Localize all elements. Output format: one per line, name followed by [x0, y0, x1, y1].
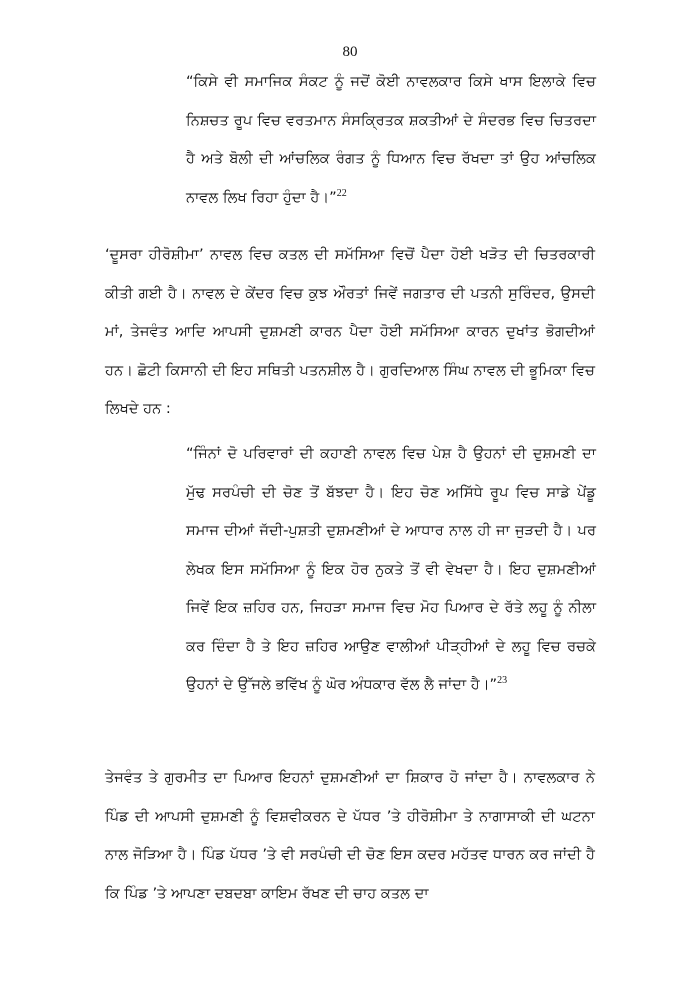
block-quote-2: [186, 435, 596, 705]
footnote-ref-22: 22: [336, 187, 347, 199]
quote-1-text: “ਕਿਸੇ ਵੀ ਸਮਾਜਿਕ ਸੰਕਟ ਨੂੰ ਜਦੋਂ ਕੋਈ ਨਾਵਲਕਾਰ ਕਿਸੇ ਖਾਸ ਇਲਾਕੇ ਵਿਚ ਨਿਸ਼ਚਤ ਰੂਪ ਵਿਚ ਵਰਤਮਾਨ ਸੰਸਕ੍ਰਿਤਕ ਸ਼ਕਤੀਆਂ ਦੇ ਸੰਦਰਭ ਵਿਚ ਚਿਤਰਦਾ ਹੈ ਅਤੇ ਬੋਲੀ ਦੀ ਆਂਚਲਿਕ ਰੰਗਤ ਨੂੰ ਧਿਆਨ ਵਿਚ ਰੱਖਦਾ ਤਾਂ ਉਹ ਆਂਚਲਿਕ ਨਾਵਲ ਲਿਖ ਰਿਹਾ ਹੁੰਦਾ ਹੈ।”: [186, 73, 596, 206]
body-paragraph-1: ‘ਦੂਸਰਾ ਹੀਰੋਸ਼ੀਮਾ’ ਨਾਵਲ ਵਿਚ ਕਤਲ ਦੀ ਸਮੱਸਿਆ ਵਿਚੋਂ ਪੈਦਾ ਹੋਈ ਖੜੋਤ ਦੀ ਚਿਤਰਕਾਰੀ ਕੀਤੀ ਗਈ ਹੈ। ਨਾਵਲ ਦੇ ਕੇਂਦਰ ਵਿਚ ਕੁਝ ਔਰਤਾਂ ਜਿਵੇਂ ਜਗਤਾਰ ਦੀ ਪਤਨੀ ਸੁਰਿੰਦਰ, ਉਸਦੀ ਮਾਂ, ਤੇਜਵੰਤ ਆਦਿ ਆਪਸੀ ਦੁਸ਼ਮਣੀ ਕਾਰਨ ਪੈਦਾ ਹੋਈ ਸਮੱਸਿਆ ਕਾਰਨ ਦੁਖਾਂਤ ਭੋਗਦੀਆਂ ਹਨ। ਛੋਟੀ ਕਿਸਾਨੀ ਦੀ ਇਹ ਸਥਿਤੀ ਪਤਨਸ਼ੀਲ ਹੈ। ਗੁਰਦਿਆਲ ਸਿੰਘ ਨਾਵਲ ਦੀ ਭੂਮਿਕਾ ਵਿਚ ਲਿਖਦੇ ਹਨ :: [105, 246, 595, 417]
footnote-ref-23: 23: [497, 675, 508, 687]
quote-2-text: “ਜਿੰਨਾਂ ਦੋ ਪਰਿਵਾਰਾਂ ਦੀ ਕਹਾਣੀ ਨਾਵਲ ਵਿਚ ਪੇਸ਼ ਹੈ ਉਹਨਾਂ ਦੀ ਦੁਸ਼ਮਣੀ ਦਾ ਮੁੱਢ ਸਰਪੰਚੀ ਦੀ ਚੋਣ ਤੋਂ ਬੱਝਦਾ ਹੈ। ਇਹ ਚੋਣ ਅਸਿੱਧੇ ਰੂਪ ਵਿਚ ਸਾਡੇ ਪੇਂਡੂ ਸਮਾਜ ਦੀਆਂ ਜੱਦੀ-ਪੁਸ਼ਤੀ ਦੁਸ਼ਮਣੀਆਂ ਦੇ ਆਧਾਰ ਨਾਲ ਹੀ ਜਾ ਜੁੜਦੀ ਹੈ। ਪਰ ਲੇਖਕ ਇਸ ਸਮੱਸਿਆ ਨੂੰ ਇਕ ਹੋਰ ਨੁਕਤੇ ਤੋਂ ਵੀ ਵੇਖਦਾ ਹੈ। ਇਹ ਦੁਸ਼ਮਣੀਆਂ ਜਿਵੇਂ ਇਕ ਜ਼ਹਿਰ ਹਨ, ਜਿਹੜਾ ਸਮਾਜ ਵਿਚ ਮੋਹ ਪਿਆਰ ਦੇ ਰੱਤੇ ਲਹੂ ਨੂੰ ਨੀਲਾ ਕਰ ਦਿੰਦਾ ਹੈ ਤੇ ਇਹ ਜ਼ਹਿਰ ਆਉਣ ਵਾਲੀਆਂ ਪੀੜ੍ਹੀਆਂ ਦੇ ਲਹੂ ਵਿਚ ਰਚਕੇ ਉਹਨਾਂ ਦੇ ਉੱਜਲੇ ਭਵਿੱਖ ਨੂੰ ਘੋਰ ਅੰਧਕਾਰ ਵੱਲ ਲੈ ਜਾਂਦਾ ਹੈ।”: [186, 445, 596, 693]
block-quote-1: [186, 63, 596, 217]
body-paragraph-2: ਤੇਜਵੰਤ ਤੇ ਗੁਰਮੀਤ ਦਾ ਪਿਆਰ ਇਹਨਾਂ ਦੁਸ਼ਮਣੀਆਂ ਦਾ ਸ਼ਿਕਾਰ ਹੋ ਜਾਂਦਾ ਹੈ। ਨਾਵਲਕਾਰ ਨੇ ਪਿੰਡ ਦੀ ਆਪਸੀ ਦੁਸ਼ਮਣੀ ਨੂੰ ਵਿਸ਼ਵੀਕਰਨ ਦੇ ਪੱਧਰ ’ਤੇ ਹੀਰੋਸ਼ੀਮਾ ਤੇ ਨਾਗਾਸਾਕੀ ਦੀ ਘਟਨਾ ਨਾਲ ਜੋੜਿਆ ਹੈ। ਪਿੰਡ ਪੱਧਰ ’ਤੇ ਵੀ ਸਰਪੰਚੀ ਦੀ ਚੋਣ ਇਸ ਕਦਰ ਮਹੱਤਵ ਧਾਰਨ ਕਰ ਜਾਂਦੀ ਹੈ ਕਿ ਪਿੰਡ ’ਤੇ ਆਪਣਾ ਦਬਦਬਾ ਕਾਇਮ ਰੱਖਣ ਦੀ ਚਾਹ ਕਤਲ ਦਾ: [105, 769, 595, 902]
page-number: 80: [342, 44, 358, 60]
